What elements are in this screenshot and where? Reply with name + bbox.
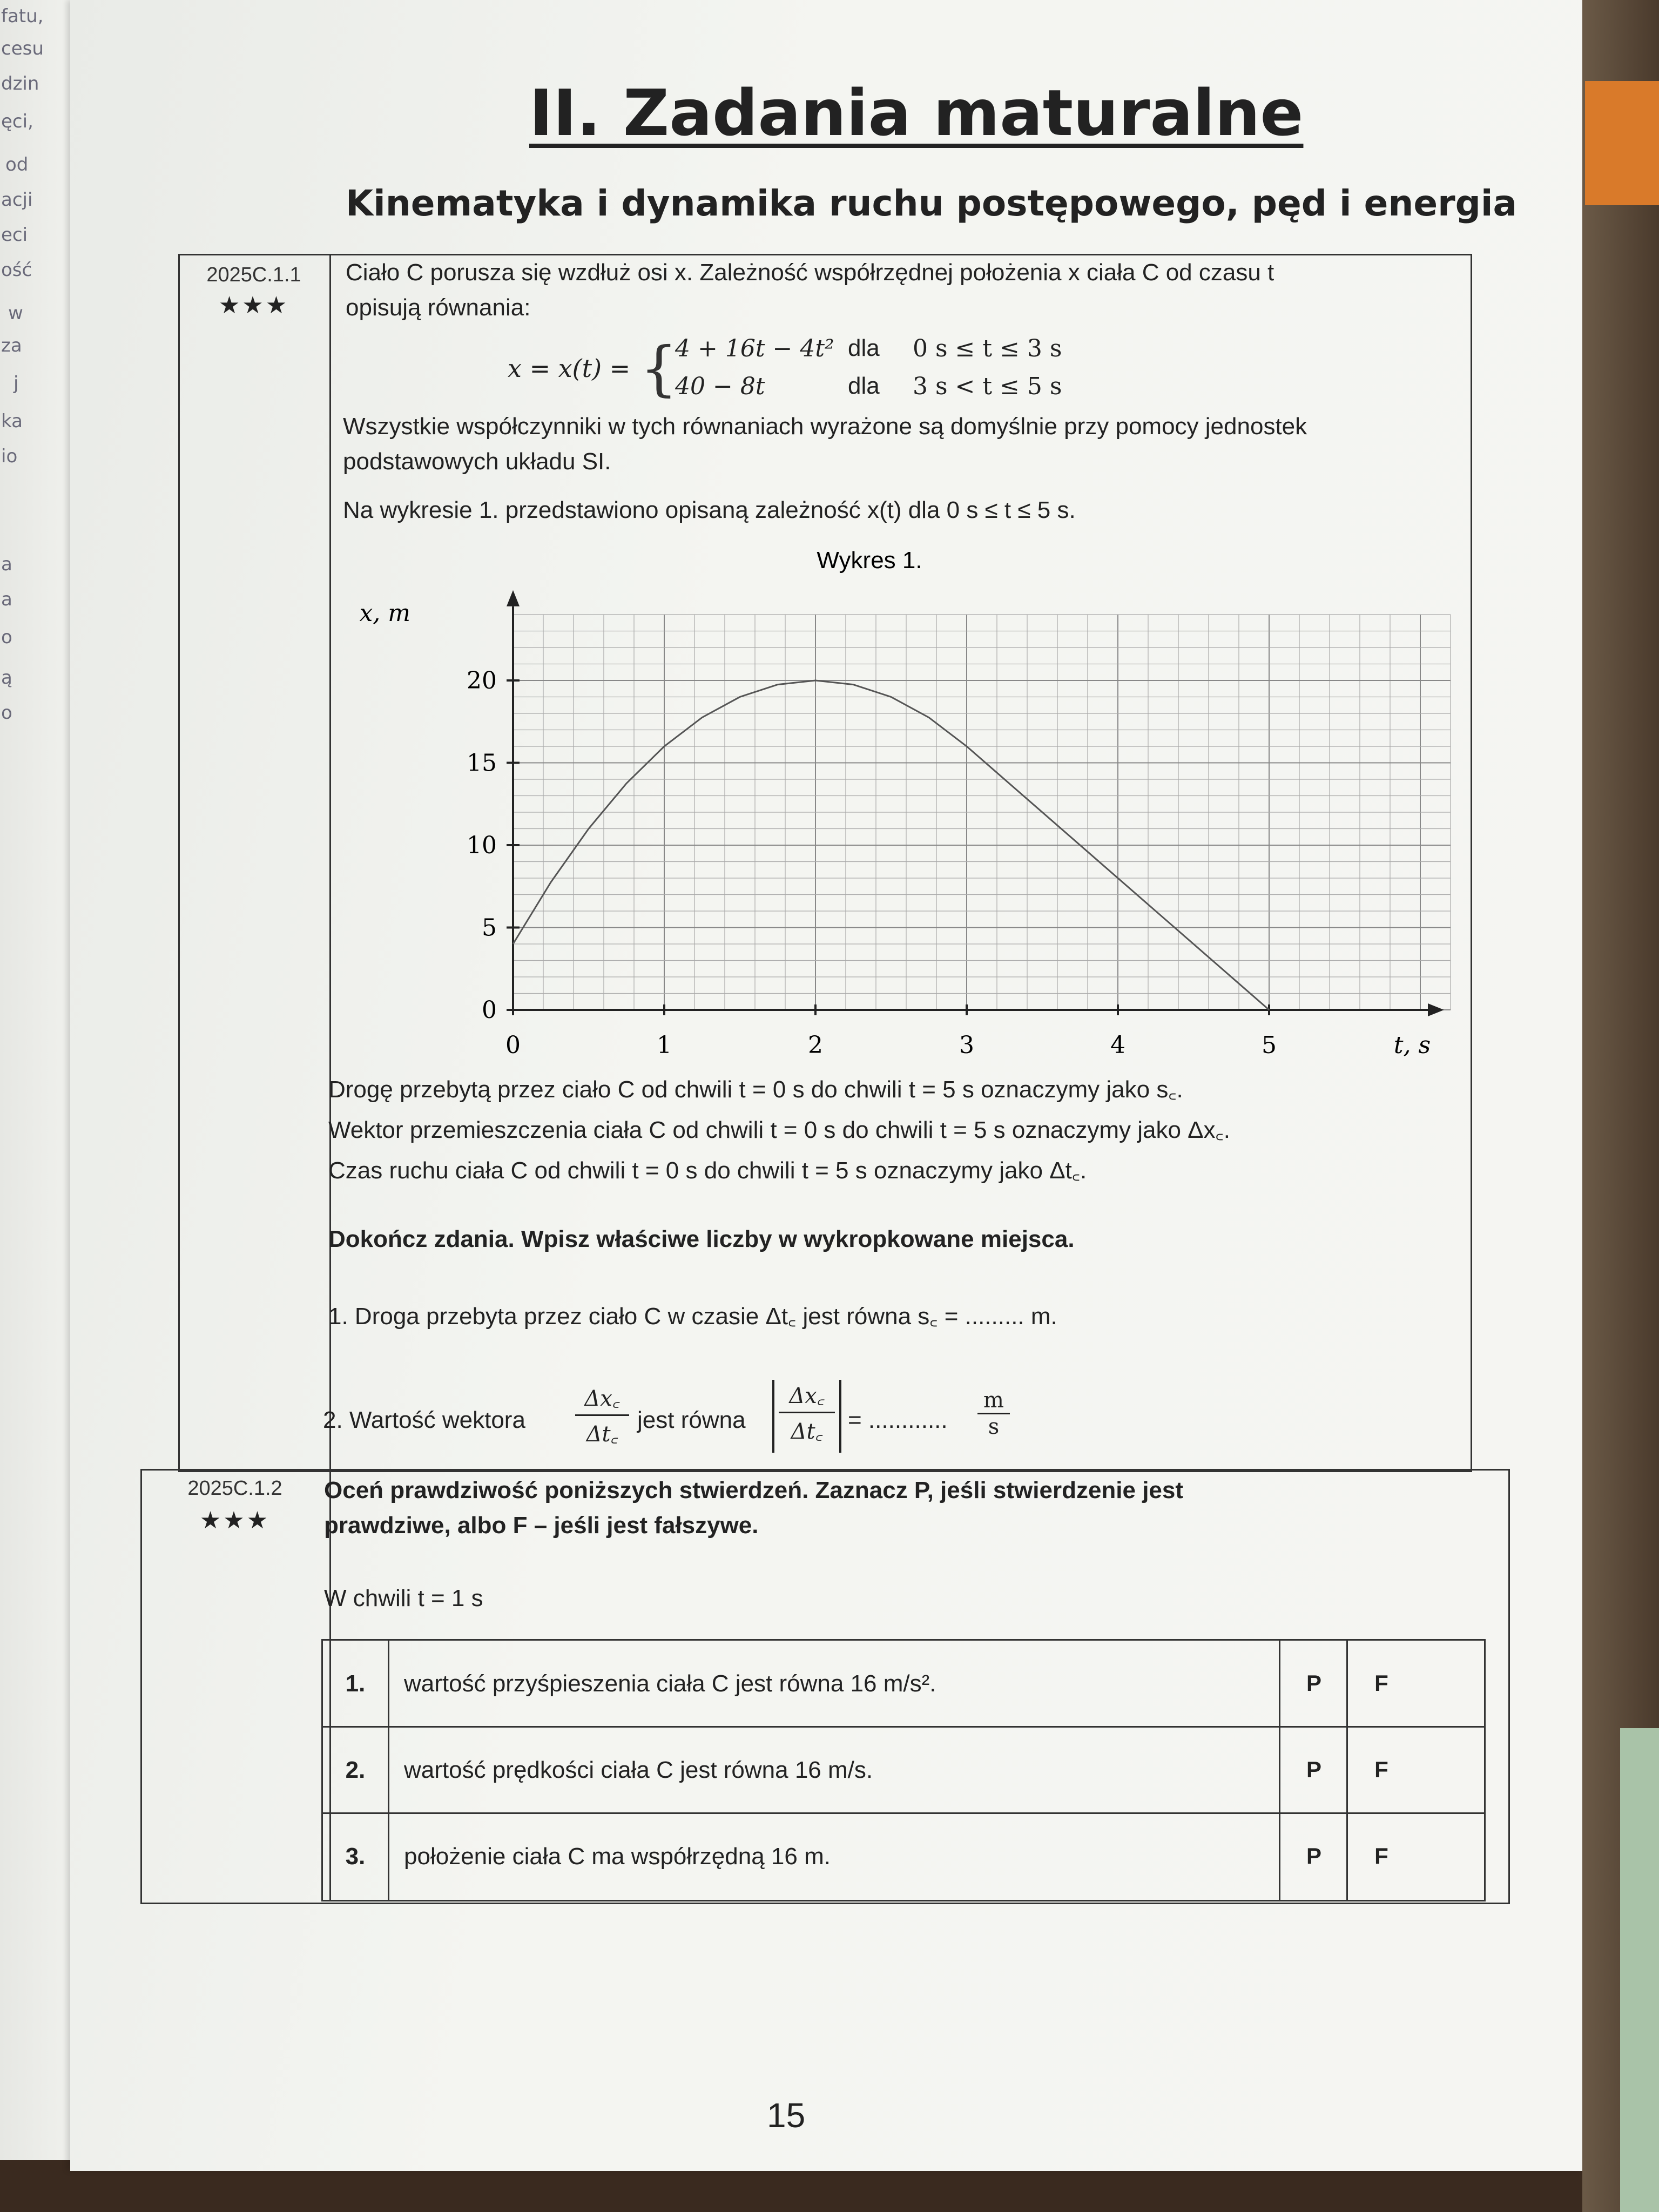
task1-intro-line1: Ciało C porusza się wzdłuż osi x. Zależność współrzędnej położenia x ciała C od czasu t	[346, 259, 1274, 286]
y-tick-label: 15	[467, 749, 497, 777]
prev-page-fragment: acji	[1, 189, 33, 211]
task1-intro-line2: opisują równania:	[346, 294, 531, 321]
prev-page-fragment: od	[5, 154, 29, 176]
prev-page-fragment: ość	[1, 259, 32, 281]
row1-number: 1.	[345, 1670, 366, 1697]
book-page	[70, 0, 1582, 2171]
y-tick-label: 20	[467, 667, 497, 694]
table-divider	[1346, 1641, 1348, 1900]
chart-xlabel: t, s	[1393, 1031, 1431, 1059]
task1-difficulty-stars: ★★★	[218, 292, 289, 319]
prev-page-fragment: j	[14, 373, 19, 394]
after-graph-line1: Drogę przebytą przez ciało C od chwili t = 0 s do chwili t = 5 s oznaczymy jako s꜀.	[328, 1076, 1183, 1103]
table-divider	[1279, 1641, 1280, 1900]
row2-statement: wartość prędkości ciała C jest równa 16 m/s.	[404, 1757, 873, 1783]
chart-axes	[507, 590, 1444, 1016]
table-row-divider	[323, 1726, 1484, 1728]
true-false-table	[321, 1639, 1486, 1901]
page-title: II. Zadania maturalne	[529, 76, 1304, 150]
row3-f-option[interactable]: F	[1374, 1843, 1388, 1869]
row3-statement: położenie ciała C ma współrzędną 16 m.	[404, 1843, 831, 1870]
prev-page-fragment: za	[1, 335, 22, 356]
prev-page-fragment: fatu,	[1, 5, 44, 27]
si-note-line1: Wszystkie współczynniki w tych równaniach wyrażone są domyślnie przy pomocy jednostek	[343, 413, 1307, 440]
chart-ticks	[467, 667, 1277, 1059]
prev-page-fragment: o	[1, 702, 12, 724]
row1-p-option[interactable]: P	[1306, 1670, 1321, 1696]
prev-page-fragment: ęci,	[1, 111, 33, 132]
y-tick-label: 10	[467, 832, 497, 859]
equation-case1: 4 + 16t − 4t²	[675, 335, 834, 362]
equation-dla-2: dla	[848, 373, 880, 399]
si-note-line2: podstawowych układu SI.	[343, 448, 611, 475]
prev-page-fragment: io	[1, 446, 18, 467]
question-2-mid: jest równa	[637, 1407, 746, 1433]
task2-lead: W chwili t = 1 s	[324, 1585, 483, 1611]
row3-p-option[interactable]: P	[1306, 1843, 1321, 1869]
x-tick-label: 5	[1262, 1031, 1277, 1059]
after-graph-line2: Wektor przemieszczenia ciała C od chwili t = 0 s do chwili t = 5 s oznaczymy jako Δx꜀.	[328, 1117, 1230, 1143]
green-notebook	[1620, 1728, 1659, 2212]
q2-unit-num: m	[977, 1388, 1010, 1414]
equation-cond1: 0 s ≤ t ≤ 3 s	[913, 335, 1062, 362]
page-number: 15	[767, 2096, 806, 2135]
prev-page-fragment: ka	[1, 410, 23, 432]
chart-ylabel: x, m	[359, 599, 410, 627]
row2-f-option[interactable]: F	[1374, 1757, 1388, 1782]
chart-title: Wykres 1.	[817, 547, 922, 574]
prev-page-fragment: a	[1, 554, 12, 575]
row1-f-option[interactable]: F	[1374, 1670, 1388, 1696]
question-2-suffix: = ............	[848, 1407, 948, 1433]
section-subtitle: Kinematyka i dynamika ruchu postępowego, pęd i energia	[346, 183, 1518, 224]
after-graph-line3: Czas ruchu ciała C od chwili t = 0 s do chwili t = 5 s oznaczymy jako Δt꜀.	[328, 1157, 1087, 1184]
previous-page-edge	[0, 0, 81, 2160]
y-tick-label: 0	[482, 996, 497, 1024]
task1-instruction: Dokończ zdania. Wpisz właściwe liczby w wykropkowane miejsca.	[328, 1226, 1075, 1252]
question-1: 1. Droga przebyta przez ciało C w czasie Δt꜀ jest równa s꜀ = ......... m.	[328, 1303, 1057, 1330]
prev-page-fragment: o	[1, 626, 12, 648]
equation-cond2: 3 s < t ≤ 5 s	[913, 373, 1062, 400]
y-tick-label: 5	[482, 914, 497, 942]
equation-case2: 40 − 8t	[675, 373, 765, 400]
row2-number: 2.	[345, 1757, 366, 1783]
x-axis-arrow	[1428, 1003, 1444, 1016]
chart-grid	[513, 615, 1451, 1010]
q2-abs-fraction	[772, 1380, 841, 1453]
chart-wykres-1	[275, 540, 1464, 1080]
task2-instruction-line2: prawdziwe, albo F – jeśli jest fałszywe.	[324, 1512, 759, 1539]
q2-abs-numerator: Δx꜀	[779, 1380, 835, 1413]
prev-page-fragment: a	[1, 589, 12, 610]
task1-code: 2025C.1.1	[206, 264, 301, 286]
x-tick-label: 1	[657, 1031, 672, 1059]
x-tick-label: 3	[959, 1031, 974, 1059]
x-tick-label: 0	[505, 1031, 521, 1059]
y-axis-arrow	[507, 590, 520, 606]
prev-page-fragment: cesu	[1, 38, 44, 59]
orange-object	[1585, 81, 1659, 205]
q2-frac-numerator: Δx꜀	[575, 1382, 629, 1416]
prev-page-fragment: w	[8, 302, 23, 324]
graph-intro: Na wykresie 1. przedstawiono opisaną zależność x(t) dla 0 s ≤ t ≤ 5 s.	[343, 497, 1076, 523]
task2-code: 2025C.1.2	[187, 1477, 282, 1500]
q2-abs-denominator: Δt꜀	[791, 1419, 823, 1444]
x-tick-label: 2	[808, 1031, 823, 1059]
table-row-divider	[323, 1812, 1484, 1814]
equation-dla-1: dla	[848, 335, 880, 361]
table-divider	[388, 1641, 389, 1900]
task2-difficulty-stars: ★★★	[199, 1507, 271, 1534]
prev-page-fragment: ą	[1, 667, 12, 689]
q2-frac-denominator: Δt꜀	[586, 1422, 618, 1447]
q2-unit	[977, 1388, 1010, 1439]
task2-instruction-line1: Oceń prawdziwość poniższych stwierdzeń. Zaznacz P, jeśli stwierdzenie jest	[324, 1477, 1184, 1503]
q2-unit-den: s	[988, 1414, 1000, 1439]
q2-fraction	[575, 1382, 629, 1448]
row1-statement: wartość przyśpieszenia ciała C jest równa 16 m/s².	[404, 1670, 936, 1697]
row3-number: 3.	[345, 1843, 366, 1870]
prev-page-fragment: dzin	[1, 73, 39, 95]
row2-p-option[interactable]: P	[1306, 1757, 1321, 1782]
question-2-prefix: 2. Wartość wektora	[323, 1407, 525, 1433]
equation-brace: {	[640, 334, 678, 403]
prev-page-fragment: eci	[1, 224, 28, 246]
x-tick-label: 4	[1110, 1031, 1125, 1059]
equation-lhs: x = x(t) =	[508, 354, 631, 383]
